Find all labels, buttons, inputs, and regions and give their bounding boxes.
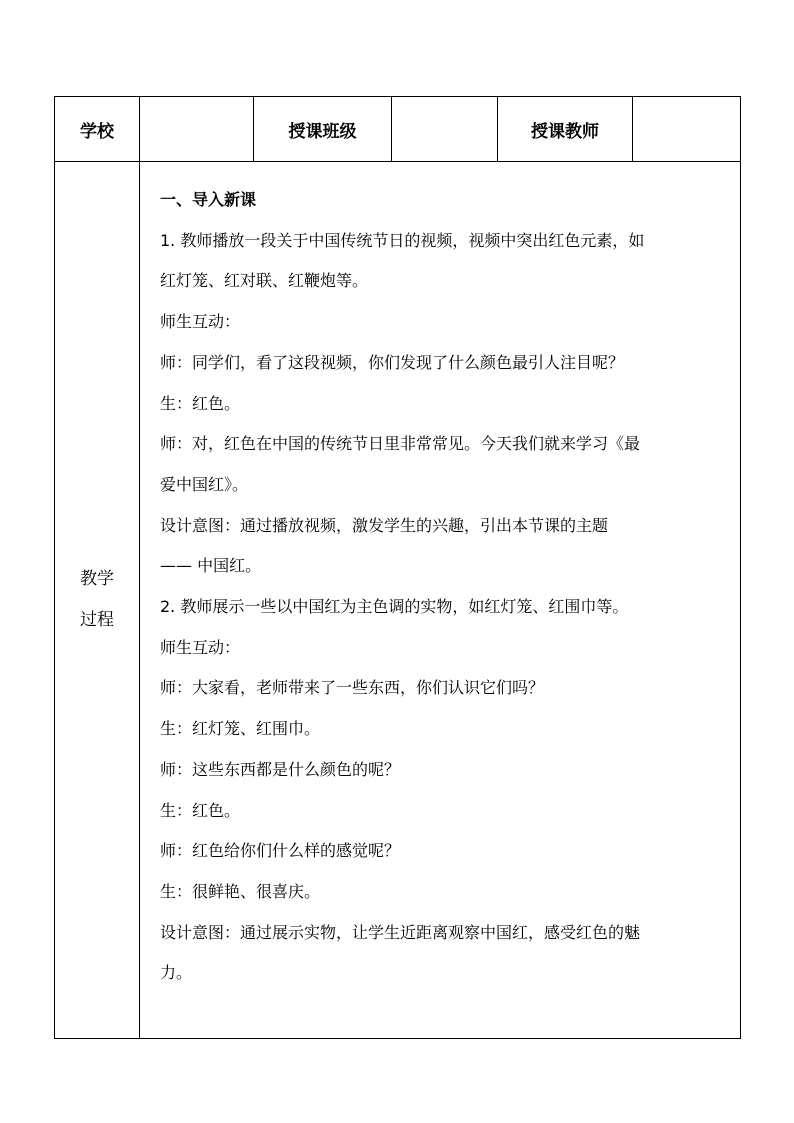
content-line: 师：同学们，看了这段视频，你们发现了什么颜色最引人注目呢？ <box>160 352 625 372</box>
section-heading: 一、导入新课 <box>160 190 257 209</box>
content-line: 师生互动： <box>160 312 241 332</box>
header-row <box>55 97 741 162</box>
content-line: 师：这些东西都是什么颜色的呢？ <box>160 759 401 779</box>
teaching-process-content <box>140 162 741 1039</box>
content-line: 红灯笼、红对联、红鞭炮等。 <box>160 271 369 291</box>
content-line: 师生互动： <box>160 637 241 657</box>
teaching-process-label <box>55 162 140 1039</box>
content-line: 生：红色。 <box>160 800 241 820</box>
content-line: 师：对，红色在中国的传统节日里非常常见。今天我们就来学习《最 <box>160 434 641 454</box>
content-line: 生：很鲜艳、很喜庆。 <box>160 881 321 901</box>
content-line: 设计意图：通过播放视频，激发学生的兴趣，引出本节课的主题 <box>160 515 609 535</box>
class-value <box>392 97 498 162</box>
school-label: 学校 <box>55 97 140 162</box>
class-label: 授课班级 <box>254 97 392 162</box>
school-value <box>140 97 254 162</box>
content-line: 设计意图：通过展示实物，让学生近距离观察中国红，感受红色的魅 <box>160 922 641 942</box>
content-line: —— 中国红。 <box>160 556 262 576</box>
teacher-label: 授课教师 <box>498 97 633 162</box>
teacher-value <box>633 97 741 162</box>
lesson-plan-table <box>54 96 741 1039</box>
content-line: 师：红色给你们什么样的感觉呢？ <box>160 841 401 861</box>
content-line: 师：大家看，老师带来了一些东西，你们认识它们吗？ <box>160 678 545 698</box>
content-line: 生：红灯笼、红围巾。 <box>160 719 321 739</box>
content-line: 1. 教师播放一段关于中国传统节日的视频，视频中突出红色元素，如 <box>160 230 645 250</box>
teaching-process-label-line2: 过程 <box>80 610 114 630</box>
content-line: 生：红色。 <box>160 393 241 413</box>
content-line: 力。 <box>160 963 193 983</box>
content-line: 爱中国红》。 <box>160 474 249 494</box>
process-row <box>55 162 741 1039</box>
teaching-process-label-line1: 教学 <box>80 569 114 589</box>
content-line: 2. 教师展示一些以中国红为主色调的实物，如红灯笼、红围巾等。 <box>160 597 629 617</box>
